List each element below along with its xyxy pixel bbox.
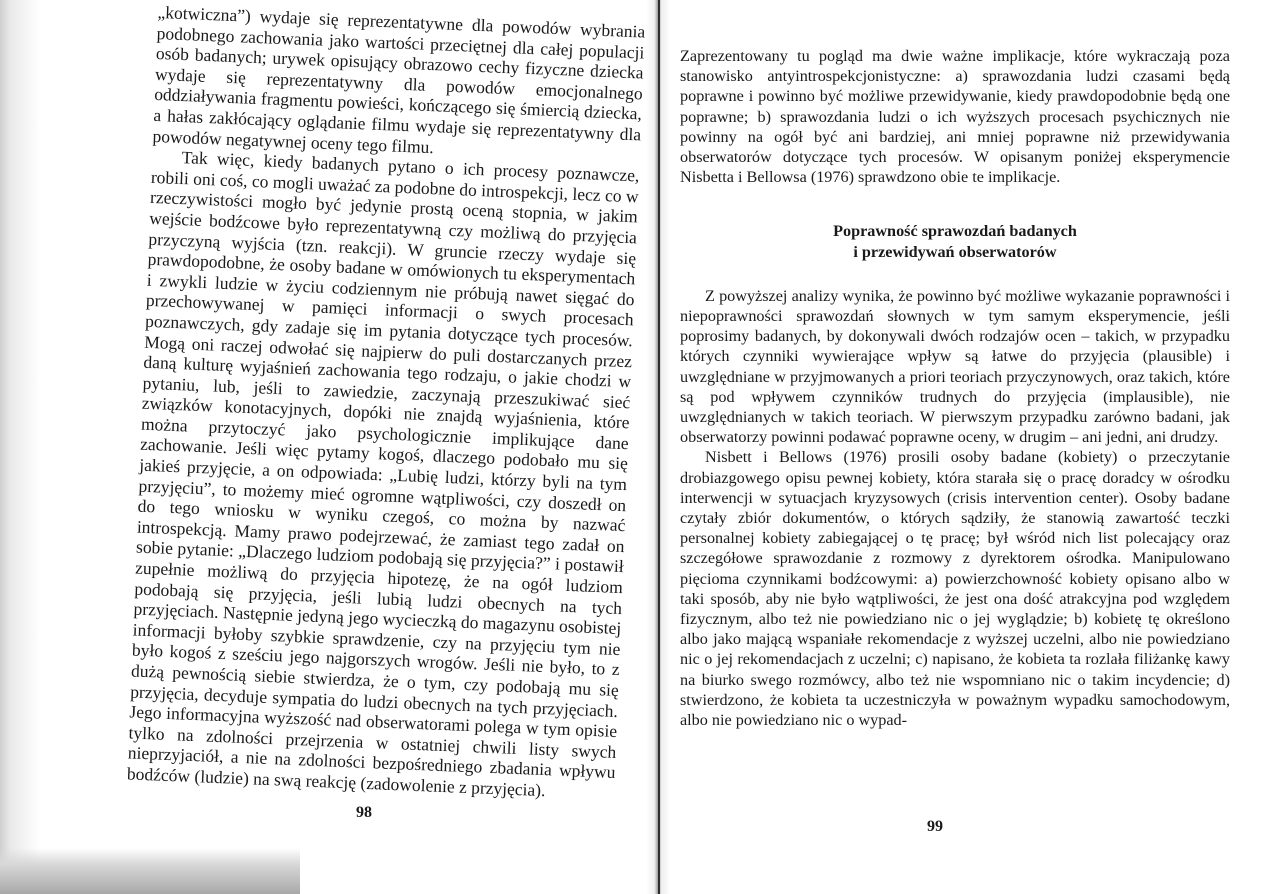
left-page-number: 98 xyxy=(356,804,372,821)
left-paragraph-1: „kotwiczna”) wydaje się reprezentatywne dla powodów wybrania podobnego zachowania jako wartości przeciętnej dla całej populacji osób badanych; urywek opisujący obrazowo cechy fizyczne dziecka wydaje się reprezentatywny dla powodów emocjonalnego oddziaływania fragmentu powieści, kończącego się śmiercią dziecka, a hałas zakłócający oglądanie filmu wydaje się reprezentatywny dla powodów negatywnej oceny tego filmu. xyxy=(152,2,646,157)
section-heading-line-1: Poprawność sprawozdań badanych xyxy=(833,222,1077,241)
section-heading-line-2: i przewidywań obserwatorów xyxy=(853,242,1057,261)
scan-bottom-shadow xyxy=(0,848,300,894)
right-page-number: 99 xyxy=(927,818,943,835)
right-paragraph-2: Nisbett i Bellows (1976) prosili osoby badane (kobiety) o przeczytanie drobiazgowego opisu pewnej kobiety, która starała się o pracę doradcy w ośrodku interwencji w sytuacjach kryzysowych (crisis intervention center). Osoby badane czytały zbiór dokumentów, o których sądziły, że stanowią zawartość teczki personalnej kobiety zabiegającej o tę pracę; był wśród nich list polecający oraz szczegółowe sprawozdanie z rozmowy z dyrektorem ośrodka. Manipulowano pięcioma czynnikami bodźcowymi: a) powierzchowność kobiety opisano albo w taki sposób, aby nie było wątpliwości, że jest ona dość atrakcyjna pod względem fizycznym, albo też nie powiedziano nic o jej wyglądzie; b) kobietę tę określono albo jako mającą wspaniałe rekomendacje z wyższej uczelni, albo nie powiedziano nic o jej rekomendacjach z uczelni; c) napisano, że kobieta ta rozlała filiżankę kawy na biurko swego rozmówcy, albo też nie wspomniano nic o takim incydencie; d) stwierdzono, że kobieta ta uczestniczyła w poważnym wypadku samochodowym, albo nie powiedziano nic o wypad- xyxy=(680,448,1230,730)
right-intro-paragraph: Zaprezentowany tu pogląd ma dwie ważne implikacje, które wykraczają poza stanowisko antyintrospekcjonistyczne: a) sprawozdania ludzi czasami będą poprawne i powinno być możliwe przewidywanie, kiedy prawdopodobnie będą one poprawne; b) sprawozdania ludzi o ich wyższych procesach psychicznych nie powinny na ogół być ani bardziej, ani mniej poprawne niż przewidywania obserwatorów dotyczące tych procesów. W opisanym poniżej eksperymencie Nisbetta i Bellowsa (1976) sprawdzono obie te implikacje. xyxy=(680,47,1230,187)
right-page xyxy=(660,0,1262,894)
left-paragraph-2: Tak więc, kiedy badanych pytano o ich procesy poznawcze, robili oni coś, co mogli uważać za podobne do introspekcji, lecz co w rzeczywistości mogło być jedynie prostą oceną stopnia, w jakim wejście bodźcowe było reprezentatywną czy możliwą do przyjęcia przyczyną wyjścia (tzn. reakcji). W gruncie rzeczy wydaje się prawdopodobne, że osoby badane w omówionych tu eksperymentach i zwykli ludzie w życiu codziennym nie próbują nawet sięgać do przechowywanej w pamięci informacji o swych procesach poznawczych, gdy zadaje się im pytania dotyczące tych procesów. Mogą oni raczej odwołać się najpierw do puli dostarczanych przez daną kulturę wyjaśnień zachowania tego rodzaju, o jakie chodzi w pytaniu, lub, jeśli to zawiedzie, zaczynają przeszukiwać sieć związków konotacyjnych, dopóki nie znajdą wyjaśnienia, które można przytoczyć jako psychologicznie implikujące dane zachowanie. Jeśli więc pytamy kogoś, dlaczego podobało mu się jakieś przyjęcie, a on odpowiada: „Lubię ludzi, którzy byli na tym przyjęciu”, to możemy mieć ogromne wątpliwości, czy doszedł on do tego wniosku w wyniku czegoś, co można by nazwać introspekcją. Mamy prawo podejrzewać, że zamiast tego zadał on sobie pytanie: „Dlaczego ludziom podobają się przyjęcia?” i postawił zupełnie możliwą do przyjęcia hipotezę, że na ogół ludziom podobają się przyjęcia, jeśli lubią ludzi obecnych na tych przyjęciach. Następnie jedyną jego wycieczką do magazynu osobistej informacji byłoby szybkie sprawdzenie, czy na przyjęciu tym nie było kogoś z sześciu jego najgorszych wrogów. Jeśli nie było, to z dużą pewnością siebie stwierdza, że o tym, czy podobają mu się przyjęcia, decyduje sympatia do ludzi obecnych na tych przyjęciach. Jego informacyjna wyższość nad obserwatorami polega w tym opisie tylko na zdolności przejrzenia w ostatniej chwili listy swych nieprzyjaciół, a nie na zdolności bezpośredniego zbadania wpływu bodźców (ludzie) na swą reakcję (zadowolenie z przyjęcia). xyxy=(126,147,640,801)
right-paragraph-1: Z powyższej analizy wynika, że powinno być możliwe wykazanie poprawności i niepoprawności sprawozdań słownych w tym samym eksperymencie, jeśli poprosimy badanych, by dokonywali dwóch rodzajów ocen – takich, w przypadku których czynniki wywierające wpływ są łatwe do przyjęcia (plausible) i uwzględniane w przyjmowanych a priori teoriach przyczynowych, oraz takich, które są pod wpływem czynników trudnych do przyjęcia (implausible), nie uwzględnianych w takich teoriach. W pierwszym przypadku zarówno badani, jak obserwatorzy powinni podawać poprawne oceny, w drugim – ani jedni, ani drudzy. xyxy=(680,286,1230,447)
section-heading xyxy=(680,221,1230,261)
right-page-text xyxy=(680,46,1230,730)
left-page-text xyxy=(127,2,646,804)
